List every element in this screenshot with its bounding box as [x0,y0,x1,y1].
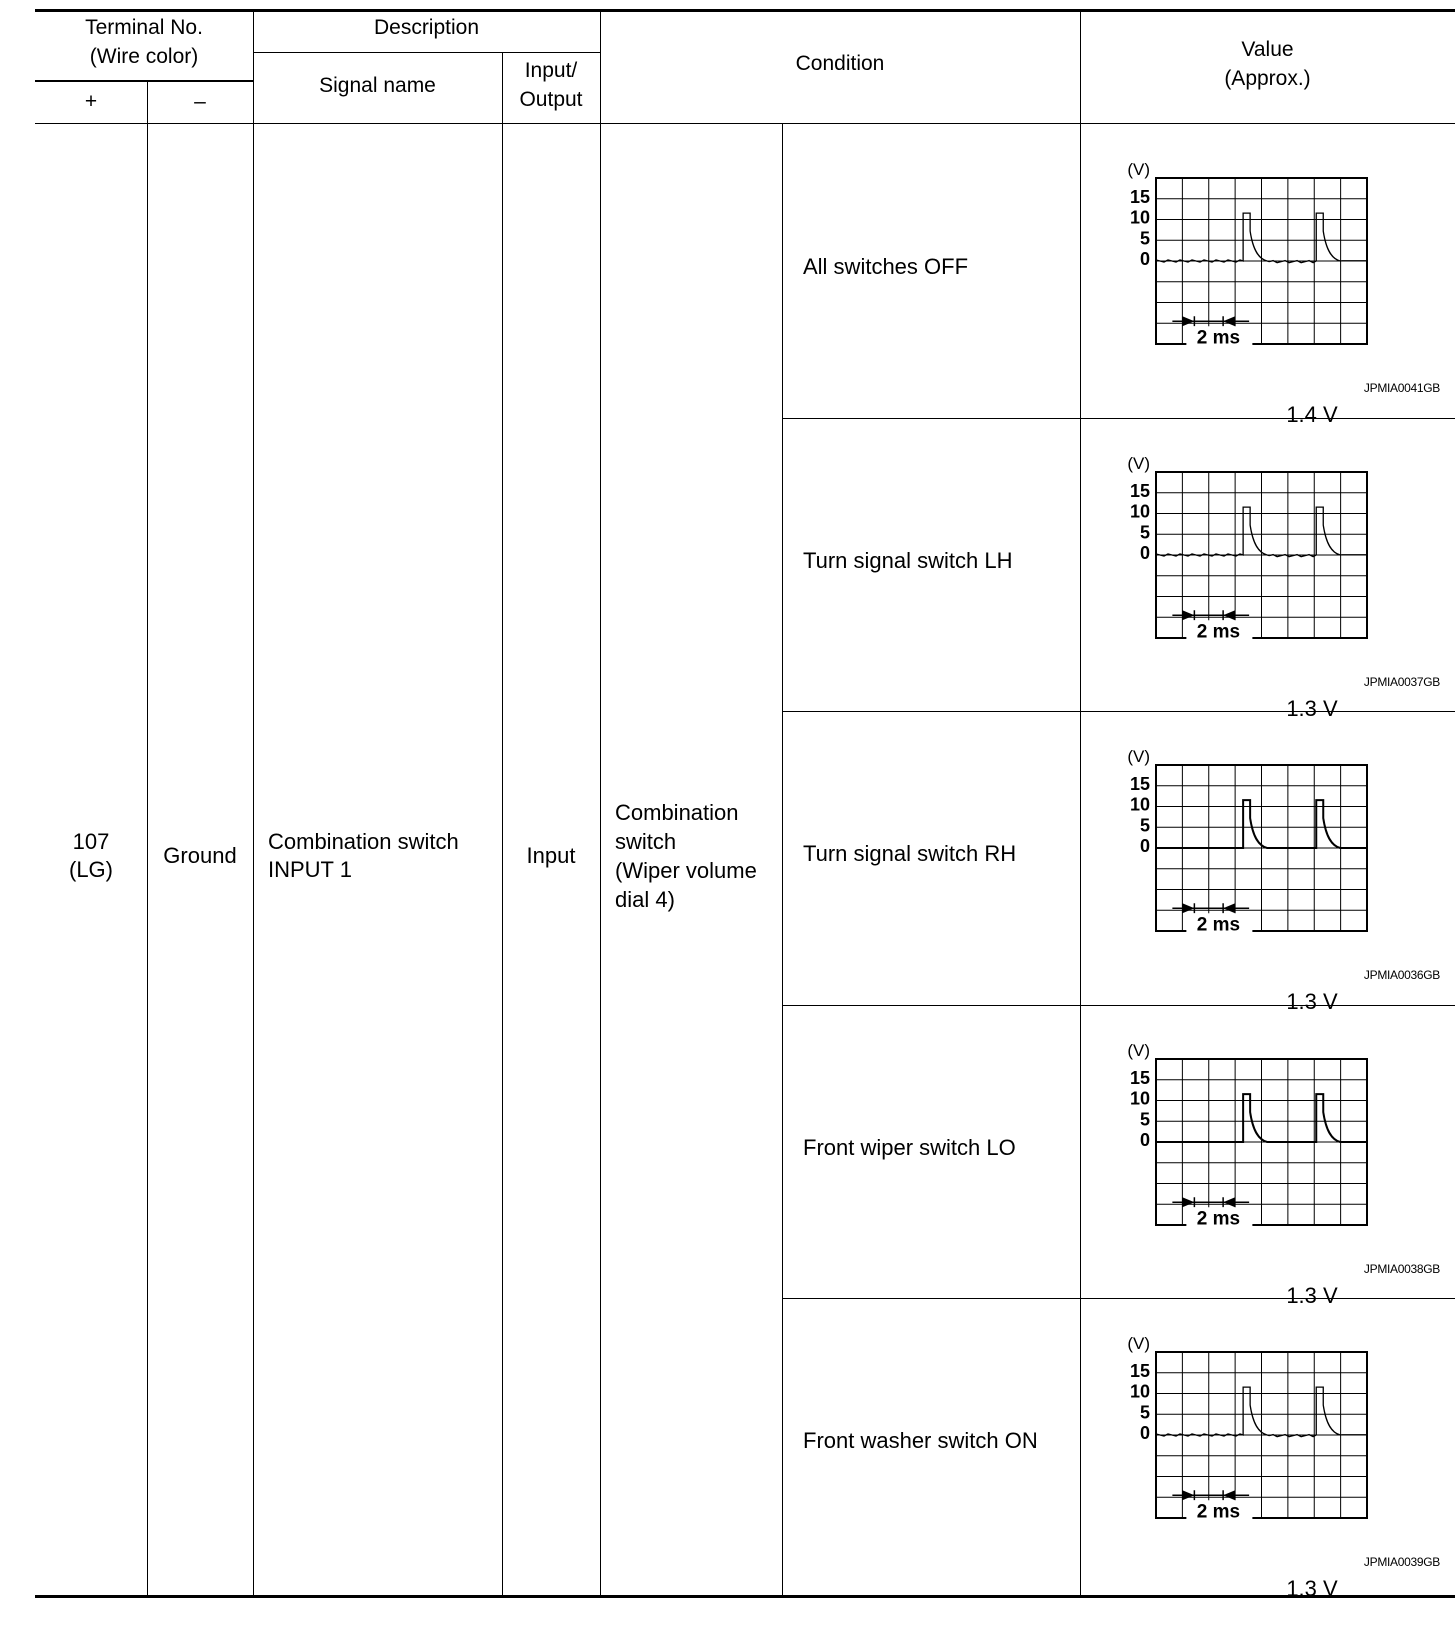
header-condition: Condition [795,52,885,75]
header-plus: + [84,90,98,113]
col-divider-value [1080,10,1081,1596]
time-scale-arrow [1182,610,1194,620]
figure-id: JPMIA0039GB [1363,1555,1440,1569]
figure-id: JPMIA0041GB [1363,381,1440,395]
scope-waveform-graphic [1120,1329,1440,1569]
scope-waveform-graphic [1120,449,1440,689]
y-tick-label: 10 [1129,207,1150,228]
condition-line4: dial 4) [615,887,675,912]
time-scale-arrow [1223,1197,1235,1207]
scope-figure [1120,742,1440,1014]
time-scale-arrow [1223,903,1235,913]
approx-value: 1.3 V [1286,1283,1338,1308]
time-scale-label: 2 ms [1196,1501,1241,1523]
scope-figure [1120,449,1440,721]
col-divider-io [600,10,601,1596]
y-tick-label: 0 [1139,543,1150,563]
y-tick-label: 5 [1139,522,1150,543]
approx-value: 1.3 V [1286,989,1338,1014]
condition-line3: (Wiper volume [615,858,757,883]
y-unit-label: (V) [1127,160,1150,179]
col-divider-plus-minus [147,81,148,1596]
figure-id: JPMIA0037GB [1363,675,1440,689]
condition-label-washer-on: Front washer switch ON [803,1428,1038,1453]
scope-figure [1120,1036,1440,1308]
terminal-wire-color: (LG) [69,857,113,882]
header-io-line2: Output [519,88,583,111]
header-wire-color: (Wire color) [89,45,199,68]
col-divider-signal [502,52,503,1596]
y-tick-label: 15 [1129,1067,1150,1088]
y-tick-label: 15 [1129,773,1150,794]
header-signal-name: Signal name [319,74,436,97]
condition-label-turn-rh: Turn signal switch RH [803,841,1017,866]
y-tick-label: 10 [1129,794,1150,815]
y-tick-label: 0 [1139,249,1150,269]
condition-label-all-off: All switches OFF [803,254,969,279]
approx-value: 1.4 V [1286,402,1338,427]
col-divider-terminal [253,10,254,1596]
time-scale-arrow [1223,1490,1235,1500]
time-scale-arrow [1182,903,1194,913]
header-value-line1: Value [1241,38,1294,61]
condition-line2: switch [615,829,677,854]
y-tick-label: 5 [1139,815,1150,836]
scope-waveform-graphic [1120,155,1440,395]
y-tick-label: 5 [1139,1109,1150,1130]
scope-waveform-graphic [1120,742,1440,982]
y-tick-label: 5 [1139,228,1150,249]
header-description: Description [373,16,480,39]
scope-figure [1120,1329,1440,1601]
y-tick-label: 10 [1129,1381,1150,1402]
time-scale-label: 2 ms [1196,914,1241,936]
header-terminal-no: Terminal No. [85,16,203,39]
header-bottom-rule [35,123,1455,124]
approx-value: 1.3 V [1286,1576,1338,1601]
time-scale-arrow [1223,316,1235,326]
figure-id: JPMIA0038GB [1363,1262,1440,1276]
signal-name-line2: INPUT 1 [268,857,352,882]
ground-terminal: Ground [163,843,237,868]
y-tick-label: 10 [1129,1088,1150,1109]
approx-value: 1.3 V [1286,696,1338,721]
scope-figure [1120,155,1440,427]
y-tick-label: 15 [1129,480,1150,501]
time-scale-arrow [1182,1197,1194,1207]
condition-label-wiper-lo: Front wiper switch LO [803,1135,1016,1160]
col-divider-condition-sub [782,124,783,1596]
y-unit-label: (V) [1127,1041,1150,1060]
io-value: Input [526,843,576,868]
y-unit-label: (V) [1127,454,1150,473]
description-subheader-rule [253,52,600,53]
time-scale-label: 2 ms [1196,327,1241,349]
time-scale-arrow [1182,316,1194,326]
table-bottom-rule [35,1595,1455,1598]
scope-waveform-graphic [1120,1036,1440,1276]
y-tick-label: 10 [1129,501,1150,522]
time-scale-label: 2 ms [1196,621,1241,643]
header-value-line2: (Approx.) [1224,67,1311,90]
condition-line1: Combination [615,800,739,825]
time-scale-label: 2 ms [1196,1208,1241,1230]
y-tick-label: 5 [1139,1402,1150,1423]
y-tick-label: 0 [1139,1130,1150,1150]
signal-name-line1: Combination switch [268,829,459,854]
terminal-number: 107 [72,829,110,854]
terminal-subheader-rule [35,80,253,82]
header-minus: – [194,90,206,113]
y-tick-label: 0 [1139,836,1150,856]
table-top-rule [35,9,1455,12]
y-unit-label: (V) [1127,747,1150,766]
y-tick-label: 15 [1129,1360,1150,1381]
y-tick-label: 0 [1139,1423,1150,1443]
y-tick-label: 15 [1129,186,1150,207]
figure-id: JPMIA0036GB [1363,968,1440,982]
condition-label-turn-lh: Turn signal switch LH [803,548,1013,573]
time-scale-arrow [1223,610,1235,620]
header-io-line1: Input/ [524,59,578,82]
y-unit-label: (V) [1127,1334,1150,1353]
time-scale-arrow [1182,1490,1194,1500]
